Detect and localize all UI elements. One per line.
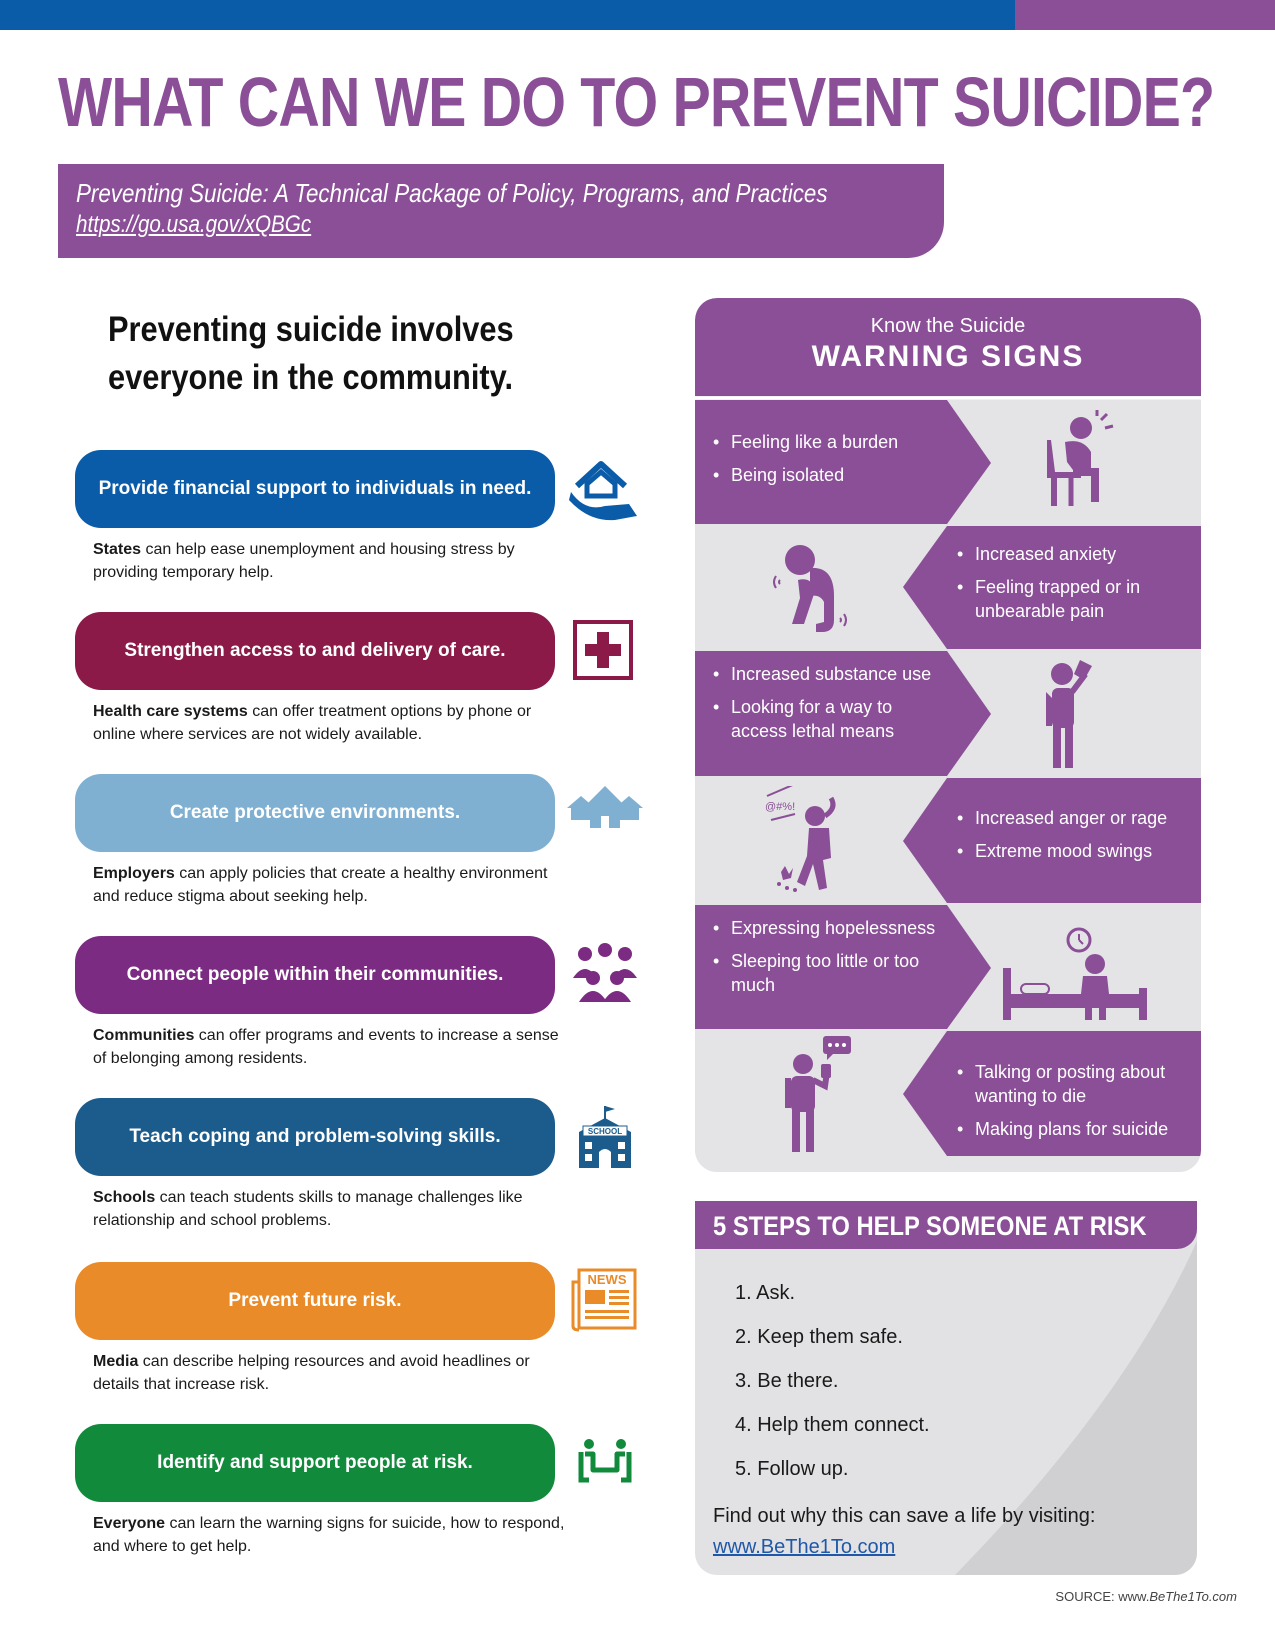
steps-footer xyxy=(713,1501,1095,1563)
strategy-actor: Health care systems xyxy=(93,703,248,720)
source-label: SOURCE: www. xyxy=(1055,1589,1150,1604)
reference-box xyxy=(58,164,944,258)
warning-signs-subtitle: Know the Suicide xyxy=(870,315,1026,337)
intro-line-2: everyone in the community. xyxy=(108,358,514,397)
warning-sign: • Expressing hopelessness xyxy=(713,916,953,940)
step-item: 4. Help them connect. xyxy=(735,1414,930,1436)
person-drinking-icon xyxy=(1040,658,1110,770)
strategy-connect-people xyxy=(75,936,645,1070)
step-item: 3. Be there. xyxy=(735,1370,839,1392)
newspaper-icon xyxy=(565,1268,645,1336)
strategy-identify-support xyxy=(75,1424,645,1558)
strategy-protective-environments xyxy=(75,774,645,908)
person-angry-icon xyxy=(765,786,865,902)
warning-sign: • Extreme mood swings xyxy=(957,839,1187,863)
strategy-pill: Prevent future risk. xyxy=(75,1262,555,1340)
strategy-actor: Employers xyxy=(93,865,175,882)
strategy-actor: Communities xyxy=(93,1027,195,1044)
warning-sign: • Looking for a way to access lethal means xyxy=(713,695,953,743)
strategy-actor: States xyxy=(93,541,142,558)
top-bar-blue xyxy=(0,0,1015,30)
strategy-pill: Connect people within their communities. xyxy=(75,936,555,1014)
steps-list xyxy=(735,1271,930,1491)
bethe1to-link[interactable]: www.BeThe1To.com xyxy=(713,1536,896,1558)
community-group-icon xyxy=(565,942,645,1010)
warning-signs-rows xyxy=(695,396,1201,1172)
reference-title: Preventing Suicide: A Technical Package of Policy, Programs, and Practices xyxy=(76,178,828,208)
warning-signs-row-6 xyxy=(957,1060,1193,1150)
warning-signs-row-4 xyxy=(957,806,1187,872)
steps-header xyxy=(695,1201,1197,1249)
school-icon-label: SCHOOL xyxy=(587,1127,623,1136)
strategy-actor: Media xyxy=(93,1353,139,1370)
strategy-text: can offer treatment options by phone or online where services are not widely available. xyxy=(93,703,532,743)
page-title: WHAT CAN WE DO TO PREVENT SUICIDE? xyxy=(58,63,1215,141)
warning-signs-row-2 xyxy=(957,542,1187,632)
warning-sign: • Increased anxiety xyxy=(957,542,1187,566)
warning-signs-row-3 xyxy=(713,662,953,752)
strategy-text: can apply policies that create a healthy environment and reduce stigma about seeking help. xyxy=(93,865,548,905)
warning-sign: • Being isolated xyxy=(713,463,943,487)
warning-signs-header xyxy=(695,298,1201,396)
strategy-description xyxy=(93,1512,573,1558)
warning-signs-row-1 xyxy=(713,430,943,496)
person-curled-up-icon xyxy=(770,536,860,636)
warning-sign: • Feeling like a burden xyxy=(713,430,943,454)
strategy-actor: Schools xyxy=(93,1189,156,1206)
person-on-bed-icon xyxy=(1003,926,1149,1022)
warning-sign: • Increased anger or rage xyxy=(957,806,1187,830)
strategy-pill: Teach coping and problem-solving skills. xyxy=(75,1098,555,1176)
strategy-text: can describe helping resources and avoid headlines or details that increase risk. xyxy=(93,1353,530,1393)
warning-sign: • Sleeping too little or too much xyxy=(713,949,953,997)
reference-link[interactable]: https://go.usa.gov/xQBGc xyxy=(76,211,312,238)
strategy-description xyxy=(93,862,573,908)
step-item: 1. Ask. xyxy=(735,1282,796,1304)
strategy-financial-support xyxy=(75,450,645,584)
top-color-bar xyxy=(0,0,1275,30)
person-texting-icon xyxy=(781,1036,861,1154)
source-site: BeThe1To.com xyxy=(1149,1589,1237,1604)
intro-heading xyxy=(108,306,514,402)
strategy-coping-skills xyxy=(75,1098,645,1232)
strategy-pill: Strengthen access to and delivery of care. xyxy=(75,612,555,690)
newspaper-icon-label: NEWS xyxy=(587,1272,627,1287)
step-item: 2. Keep them safe. xyxy=(735,1326,903,1348)
warning-signs-background xyxy=(695,396,1201,1172)
strategy-prevent-future-risk xyxy=(75,1262,645,1396)
step-item: 5. Follow up. xyxy=(735,1458,849,1480)
house-in-hand-icon xyxy=(565,456,645,524)
houses-icon xyxy=(565,780,645,848)
strategy-description xyxy=(93,538,573,584)
strategy-actor: Everyone xyxy=(93,1515,166,1532)
warning-sign: • Feeling trapped or in unbearable pain xyxy=(957,575,1187,623)
warning-sign: • Talking or posting about wanting to die xyxy=(957,1060,1193,1108)
strategy-description xyxy=(93,1350,573,1396)
strategy-text: can offer programs and events to increase a sense of belonging among residents. xyxy=(93,1027,559,1067)
intro-line-1: Preventing suicide involves xyxy=(108,310,514,349)
warning-sign: • Increased substance use xyxy=(713,662,953,686)
warning-signs-title: WARNING SIGNS xyxy=(811,340,1085,373)
warning-sign: • Making plans for suicide xyxy=(957,1117,1193,1141)
strategy-text: can learn the warning signs for suicide, how to respond, and where to get help. xyxy=(93,1515,565,1555)
strategy-description xyxy=(93,700,573,746)
five-steps-panel xyxy=(695,1201,1197,1575)
school-icon xyxy=(565,1104,645,1172)
medical-cross-icon xyxy=(565,618,645,686)
strategy-access-to-care xyxy=(75,612,645,746)
steps-title: 5 STEPS TO HELP SOMEONE AT RISK xyxy=(713,1211,1147,1241)
top-bar-purple xyxy=(1015,0,1275,30)
warning-signs-row-5 xyxy=(713,916,953,1006)
angry-symbols: @#%! xyxy=(765,801,796,813)
source-credit xyxy=(1055,1589,1237,1604)
strategy-pill: Identify and support people at risk. xyxy=(75,1424,555,1502)
people-support-icon xyxy=(565,1430,645,1498)
strategy-pill: Provide financial support to individuals in need. xyxy=(75,450,555,528)
strategy-text: can teach students skills to manage challenges like relationship and school problems. xyxy=(93,1189,523,1229)
steps-footer-text: Find out why this can save a life by visiting: xyxy=(713,1505,1096,1527)
strategy-description xyxy=(93,1186,573,1232)
strategy-description xyxy=(93,1024,573,1070)
strategy-pill: Create protective environments. xyxy=(75,774,555,852)
person-sitting-distressed-icon xyxy=(1035,410,1125,510)
strategy-text: can help ease unemployment and housing stress by providing temporary help. xyxy=(93,541,515,581)
warning-signs-panel xyxy=(695,298,1201,1172)
